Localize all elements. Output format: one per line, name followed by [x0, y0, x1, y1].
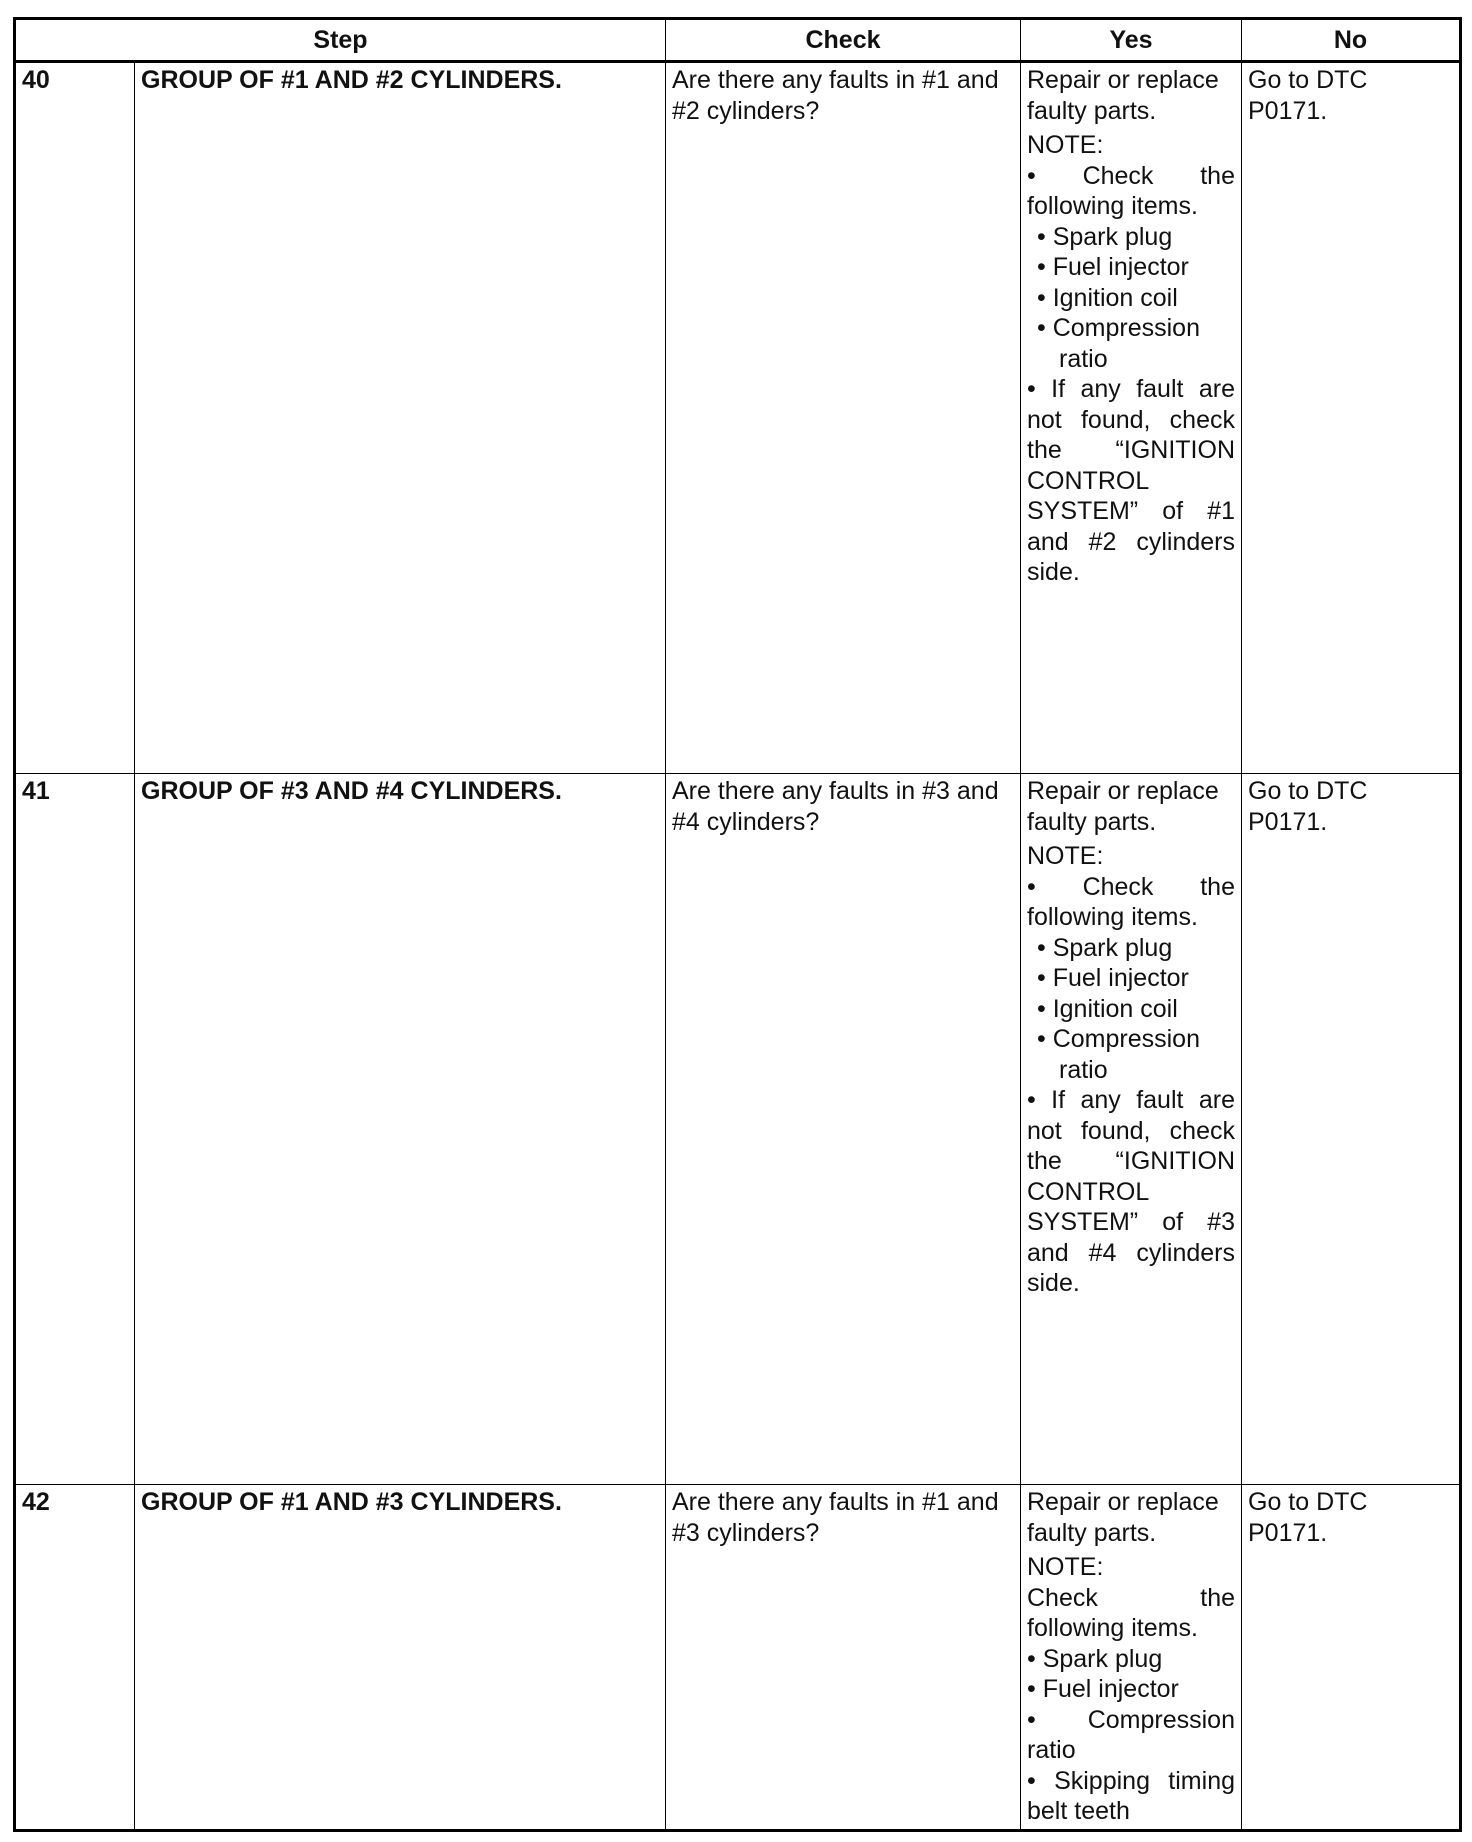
- yes-action: Repair or replace faulty parts.: [1027, 777, 1219, 836]
- header-yes: Yes: [1021, 19, 1242, 62]
- check-item: • Fuel injector: [1037, 253, 1189, 281]
- note-label: NOTE:: [1027, 1553, 1104, 1581]
- note-lead: Check the following items.: [1027, 1583, 1235, 1642]
- yes-action: Repair or replace faulty parts.: [1027, 66, 1219, 125]
- check-item: • Fuel injector: [1027, 1675, 1179, 1703]
- yes-cell: [1021, 62, 1242, 774]
- yes-action: Repair or replace faulty parts.: [1027, 1488, 1219, 1547]
- note-bullet: • If any fault are not found, check the “IGNITION CONTROL SYSTEM” of #3 and #4 cylinders side.: [1027, 1086, 1235, 1297]
- header-no: No: [1242, 19, 1461, 62]
- check-item: • Compression ratio: [1037, 314, 1200, 373]
- step-title: GROUP OF #1 AND #2 CYLINDERS.: [135, 62, 666, 774]
- header-row: [15, 19, 1461, 62]
- table-row: [15, 1485, 1461, 1831]
- header-step: Step: [15, 19, 666, 62]
- check-item: • Compression ratio: [1037, 1025, 1200, 1084]
- check-item: • Spark plug: [1037, 222, 1173, 251]
- step-number: 40: [15, 62, 135, 774]
- step-number: 42: [15, 1485, 135, 1831]
- table-row: [15, 774, 1461, 1485]
- no-cell: Go to DTC P0171.: [1242, 62, 1461, 774]
- check-cell: Are there any faults in #3 and #4 cylinders?: [666, 774, 1021, 1485]
- step-title: GROUP OF #1 AND #3 CYLINDERS.: [135, 1485, 666, 1831]
- diagnostic-table: [13, 17, 1462, 1832]
- check-item: • Skipping timing belt teeth: [1027, 1766, 1235, 1825]
- yes-cell: [1021, 1485, 1242, 1831]
- header-check: Check: [666, 19, 1021, 62]
- check-item: • Ignition coil: [1037, 994, 1178, 1023]
- check-item: • Fuel injector: [1037, 964, 1189, 992]
- note-bullet: • Check the following items.: [1027, 161, 1235, 220]
- note-bullet: • If any fault are not found, check the “IGNITION CONTROL SYSTEM” of #1 and #2 cylinders side.: [1027, 375, 1235, 586]
- note-bullet: • Check the following items.: [1027, 872, 1235, 931]
- step-number: 41: [15, 774, 135, 1485]
- check-cell: Are there any faults in #1 and #3 cylinders?: [666, 1485, 1021, 1831]
- check-item: • Spark plug: [1037, 933, 1173, 962]
- check-item: • Ignition coil: [1037, 283, 1178, 312]
- yes-cell: [1021, 774, 1242, 1485]
- check-item: • Spark plug: [1027, 1644, 1163, 1673]
- note-label: NOTE:: [1027, 131, 1104, 159]
- note-label: NOTE:: [1027, 842, 1104, 870]
- check-item: • Compression ratio: [1027, 1705, 1235, 1764]
- no-cell: Go to DTC P0171.: [1242, 1485, 1461, 1831]
- no-cell: Go to DTC P0171.: [1242, 774, 1461, 1485]
- step-title: GROUP OF #3 AND #4 CYLINDERS.: [135, 774, 666, 1485]
- table-row: [15, 62, 1461, 774]
- check-cell: Are there any faults in #1 and #2 cylinders?: [666, 62, 1021, 774]
